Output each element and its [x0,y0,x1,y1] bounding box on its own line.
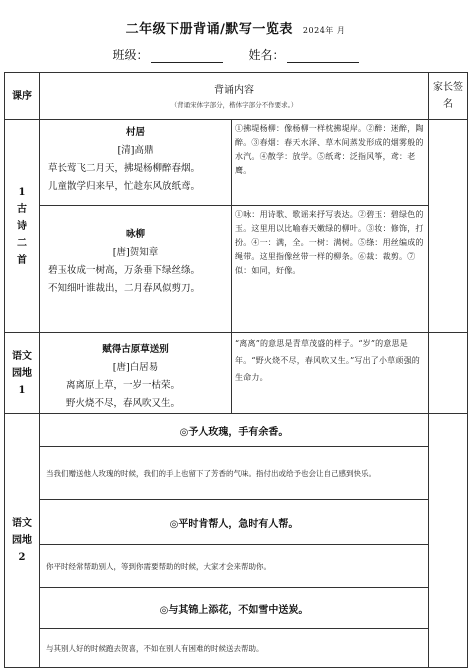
poem-cunju [40,120,232,206]
table-row [5,333,468,414]
saying-quote-2 [40,500,429,545]
table-row [5,447,468,500]
poem-title: 咏柳 [125,229,145,240]
poem-note-text: “离离”的意思是青草茂盛的样子。“岁”的意思是年。“野火烧不尽，春风吹又生。”写出了小草顽强的生命力。 [235,339,420,382]
recitation-table [4,72,468,668]
poem-line: 不知细叶谁裁出，二月春风似剪刀。 [48,283,201,294]
class-field[interactable] [151,51,223,63]
poem-line: 野火烧不尽，春风吹又生。 [66,398,181,409]
poem-line: 草长莺飞二月天，拂堤杨柳醉春烟。 [48,163,201,174]
poem-title: 赋得古原草送别 [102,344,169,355]
name-label: 姓名： [248,48,285,62]
poem-note-text: ①拂堤杨柳：像杨柳一样枕拂堤岸。②醉：迷醉，陶醉。③春烟：春天水泽、草木间蒸发形成的烟雾般的水汽。④散学：放学。⑤纸鸢：泛指风筝，鸢：老鹰。 [235,124,424,175]
saying-quote-3 [40,588,429,629]
poem-author: [唐]白居易 [112,362,159,373]
parent-sign-1[interactable] [429,120,468,333]
col-header-content-note: （背诵宋体字部分，楷体字部分不作要求。） [170,101,298,109]
table-row [5,414,468,447]
poem-title: 村居 [125,127,145,138]
poem-author: [唐]贺知章 [112,247,159,258]
table-header-row [5,73,468,120]
col-header-parent-text: 家长签名 [433,82,463,110]
poem-note-text: ①咏：用诗歌、歌谣来抒写表达。②碧玉：碧绿色的玉。这里用以比喻春天嫩绿的柳叶。③妆：修饰，打扮。④一：满，全。一树：满树。⑤绦：用丝编成的绳带。这里指像丝带一样的柳条。⑥裁：裁剪。⑦似：如同，好像。 [235,210,424,275]
poem-fude-body [40,333,231,413]
saying-quote-text: ◎予人玫瑰，手有余香。 [179,426,289,438]
saying-explanation-1 [40,447,429,500]
table-row [5,500,468,545]
poem-line: 碧玉妆成一树高，万条垂下绿丝绦。 [48,265,201,276]
section-label-2 [5,333,40,414]
poem-line: 离离原上草，一岁一枯荣。 [66,380,181,391]
class-label: 班级： [112,48,149,62]
section-label-3 [5,414,40,668]
saying-quote-text: ◎与其锦上添花，不如雪中送炭。 [159,604,309,616]
poem-cunju-note [232,120,429,206]
col-header-order-text: 课序 [12,90,32,102]
poem-author: [清]高鼎 [117,145,154,156]
poem-line: 儿童散学归来早，忙趁东风放纸鸢。 [48,181,201,192]
student-info-line [0,46,471,63]
section-label-2-text: 语文园地1 [12,350,32,396]
poem-cunju-body [40,124,231,196]
table-row [5,588,468,629]
saying-explanation-2 [40,545,429,588]
parent-sign-3[interactable] [429,414,468,668]
table-row [5,206,468,333]
table-row [5,629,468,668]
year-text: 2024年 月 [302,26,346,35]
table-row [5,545,468,588]
col-header-content [40,73,429,120]
poem-yongliu [40,206,232,333]
saying-explanation-text: 你平时经常帮助别人，等到你需要帮助的时候，大家才会来帮助你。 [46,561,271,571]
saying-explanation-text: 与其别人好的时候跑去贺喜，不如在别人有困难的时候送去帮助。 [46,643,264,653]
section-label-3-text: 语文园地2 [12,518,32,563]
poem-yongliu-note [232,206,429,333]
col-header-parent [429,73,468,120]
page-title [0,18,471,37]
saying-explanation-text: 当我们赠送他人玫瑰的时候，我们的手上也留下了芳香的气味。指付出或给予也会让自己感到快乐。 [46,468,376,478]
table-row [5,120,468,206]
poem-yongliu-body [40,206,231,298]
section-label-1-text: 1古诗二首 [17,186,27,266]
name-field[interactable] [287,51,359,63]
poem-fude-note [232,333,429,414]
saying-quote-text: ◎平时肯帮人，急时有人帮。 [169,518,299,530]
poem-fude [40,333,232,414]
title-text: 二年级下册背诵/默写一览表 [125,22,293,37]
col-header-content-text: 背诵内容 [214,85,254,96]
header [0,0,471,72]
saying-quote-1 [40,414,429,447]
section-label-1 [5,120,40,333]
parent-sign-2[interactable] [429,333,468,414]
col-header-order [5,73,40,120]
saying-explanation-3 [40,629,429,668]
